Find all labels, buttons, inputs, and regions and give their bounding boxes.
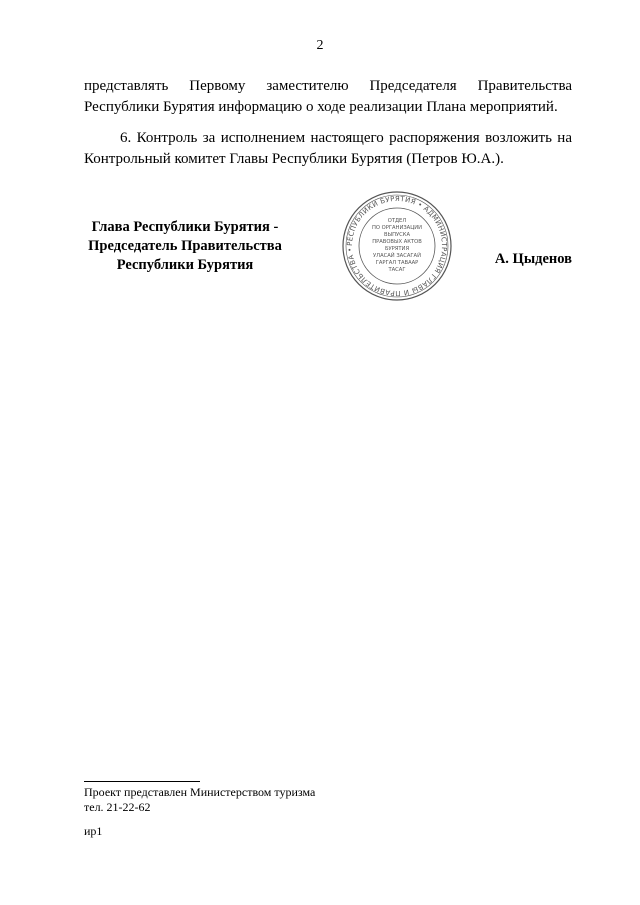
- signatory-title: [70, 218, 300, 275]
- footnote-divider: [84, 781, 200, 782]
- seal-center-line: ПО ОРГАНИЗАЦИИ: [371, 225, 423, 231]
- seal-center-line: БУРЯТИЯ: [384, 246, 410, 252]
- official-seal: [341, 190, 453, 302]
- seal-center-line: ВЫПУСКА: [383, 232, 411, 238]
- body-paragraph-1: представлять Первому заместителю Председателя Правительства Республики Бурятия информацию о ходе реализации Плана мероприятий.: [84, 78, 572, 115]
- seal-ring-text: РЕСПУБЛИКИ БУРЯТИЯ • АДМИНИСТРАЦИЯ ГЛАВЫ И ПРАВИТЕЛЬСТВА •: [345, 194, 449, 298]
- body-paragraph-2: 6. Контроль за исполнением настоящего распоряжения возложить на Контрольный комитет Главы Республики Бурятия (Петров Ю.А.).: [84, 130, 572, 167]
- document-code: ир1: [84, 824, 103, 838]
- footnote-phone: тел. 21-22-62: [84, 800, 151, 814]
- seal-center-line: ГАРГАЛ ТАВААР: [375, 260, 419, 266]
- seal-center-line: ОТДЕЛ: [387, 218, 407, 224]
- seal-center-line: ТАСАГ: [388, 267, 406, 273]
- signatory-title-line-1: Глава Республики Бурятия -: [91, 219, 279, 235]
- seal-center-line: ПРАВОВЫХ АКТОВ: [372, 239, 422, 245]
- seal-center-line: УЛАСАЙ ЗАСАГАЙ: [373, 253, 421, 259]
- signatory-title-line-3: Республики Бурятия: [116, 257, 254, 273]
- signatory-title-line-2: Председатель Правительства: [88, 238, 282, 254]
- signer-name: А. Цыденов: [494, 251, 572, 267]
- page-number: 2: [316, 38, 324, 53]
- footnote-prepared-by: Проект представлен Министерством туризма: [84, 785, 316, 799]
